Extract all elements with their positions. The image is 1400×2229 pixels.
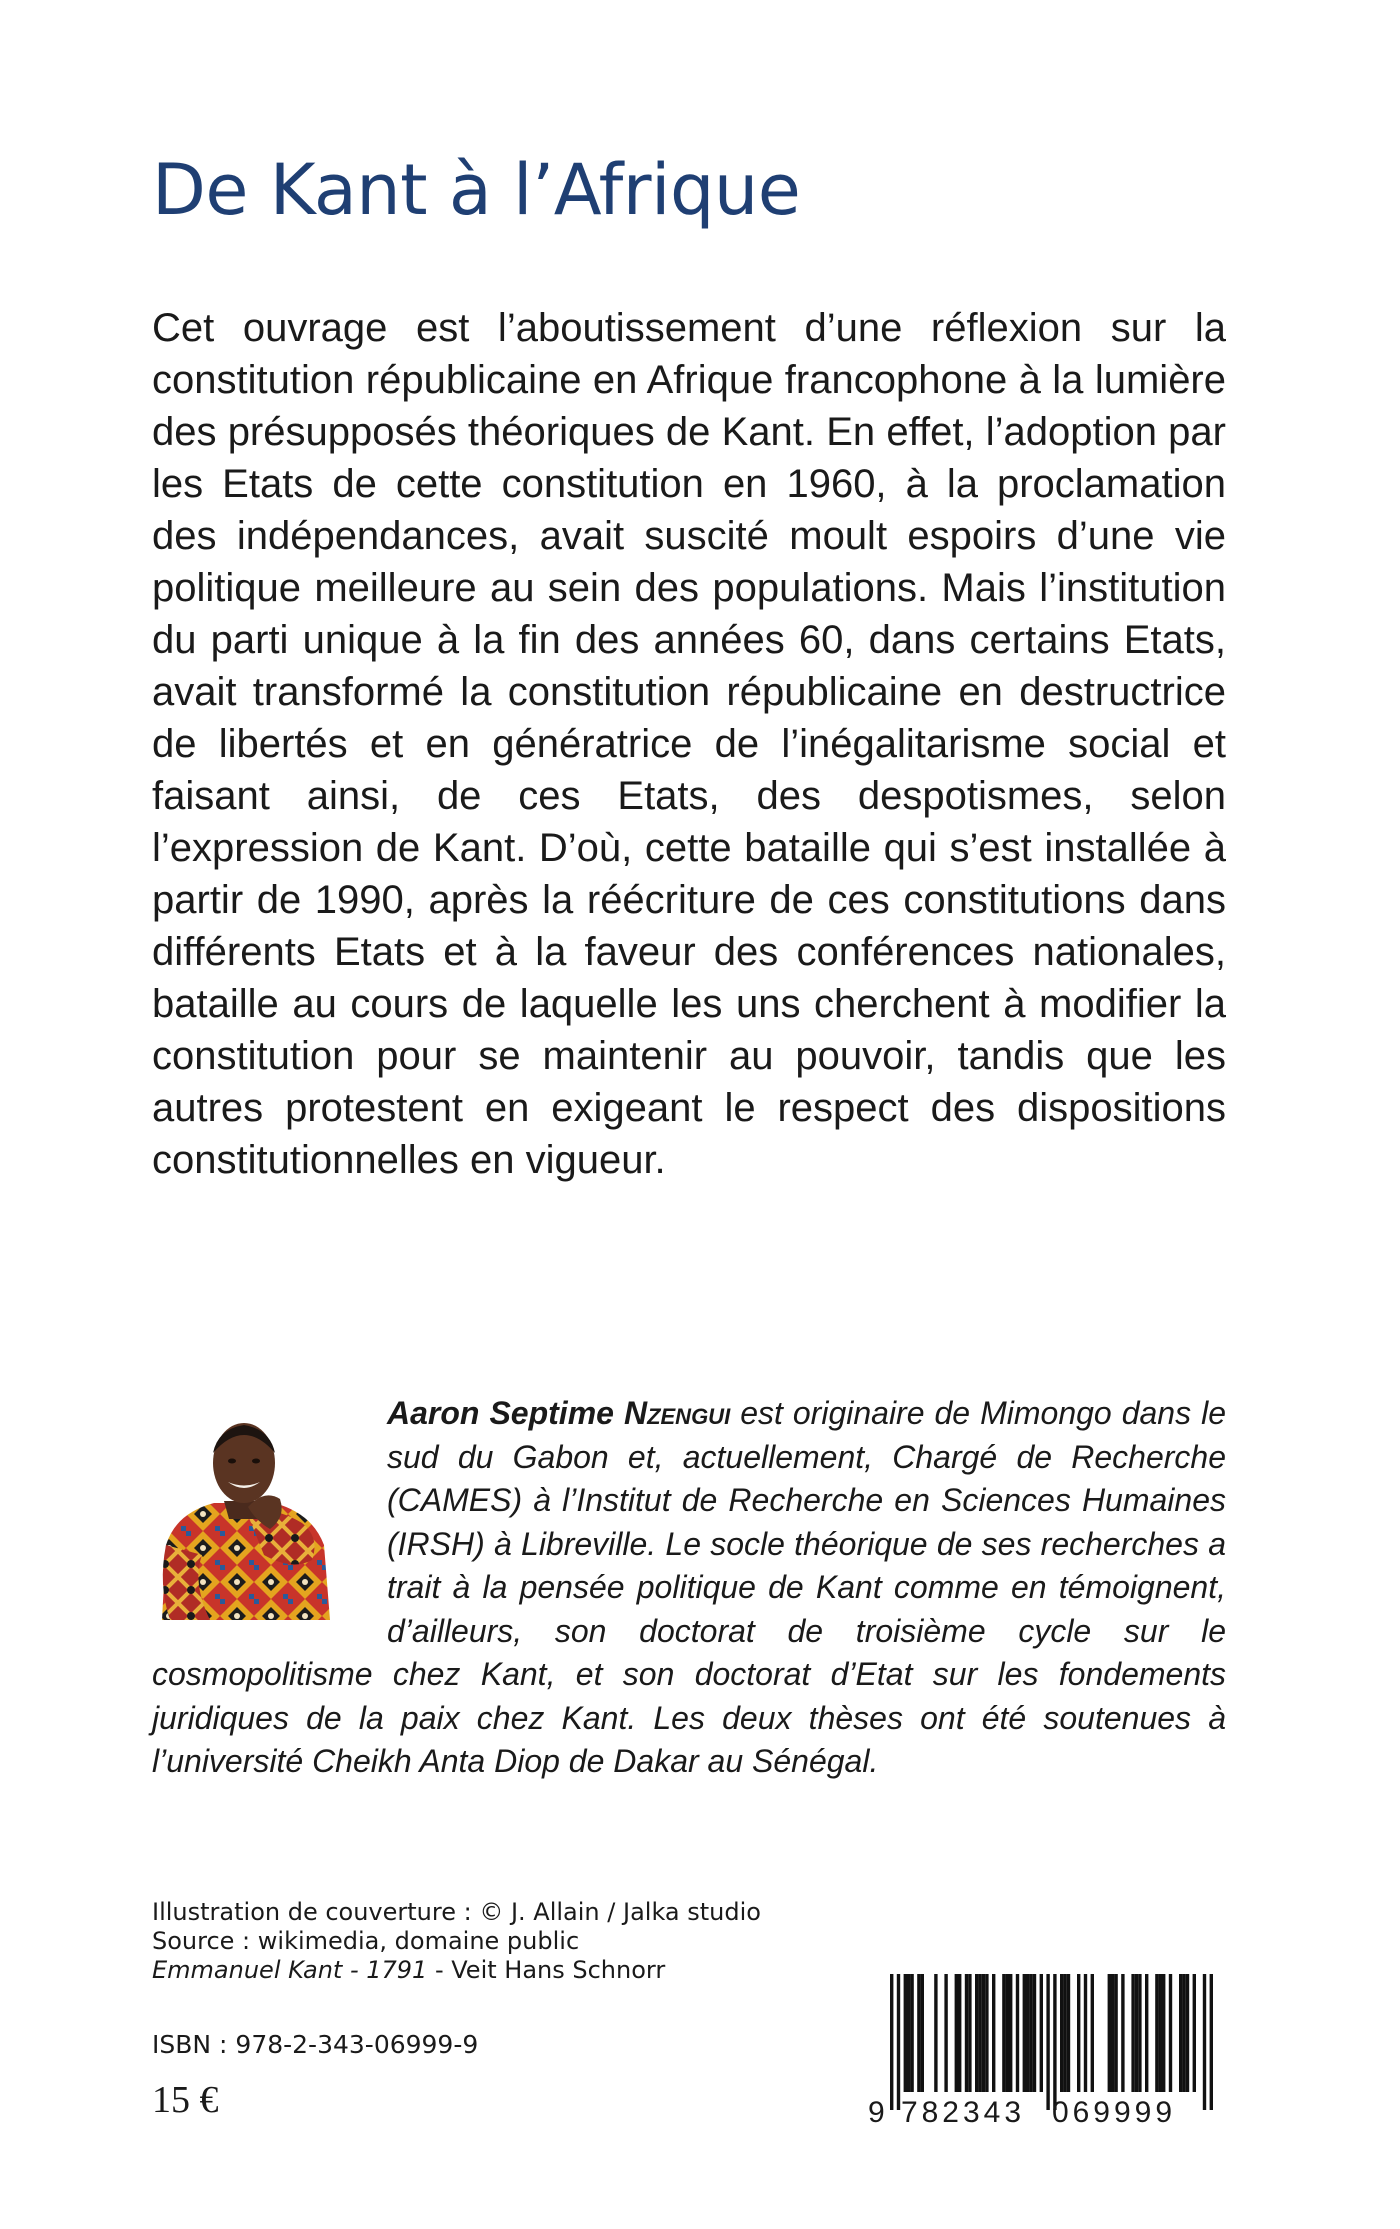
barcode-bar [1046,1974,1049,2110]
barcode-bar [934,1974,937,2092]
barcode-bar [910,1974,913,2092]
barcode-bar [1016,1974,1019,2092]
barcode-bar [1169,1974,1172,2092]
barcode-bar [1162,1974,1165,2092]
barcode-bar [985,1974,988,2092]
barcode-bar [1111,1974,1114,2092]
barcode-bar [965,1974,968,2092]
barcode-bar [1114,1974,1117,2092]
barcode-bar [955,1974,958,2092]
barcode-bar [1009,1974,1012,2092]
barcode-bar [1091,1974,1094,2092]
barcode-bar [1179,1974,1182,2092]
cover-credits [152,1898,761,1985]
author-bio [152,1392,1226,1784]
author-surname: Nzengui [623,1395,731,1431]
barcode-bar [1063,1974,1066,2092]
author-name: Aaron Septime Nzengui [387,1395,731,1431]
barcode-bar [907,1974,910,2092]
barcode-bar [1029,1974,1032,2092]
barcode-bar [982,1974,985,2092]
artwork-title: Emmanuel Kant - 1791 [152,1956,428,1984]
price: 15 € [152,2079,219,2121]
barcode-bar [968,1974,971,2092]
isbn-barcode [866,1970,1226,2130]
artwork-author: - Veit Hans Schnorr [427,1956,666,1984]
barcode-bar [975,1974,978,2092]
barcode-bar [1023,1974,1026,2092]
barcode-bar [1210,1974,1213,2110]
isbn: ISBN : 978-2-343-06999-9 [152,2030,479,2059]
barcode-bar [917,1974,920,2092]
barcode-bar [1033,1974,1036,2092]
barcode-bar [1067,1974,1070,2092]
book-summary: Cet ouvrage est l’aboutissement d’une réflexion sur la constitution républicaine en Afrique francophone à la lumière des présupposés théoriques de Kant. En effet, l’adoption par les Etats de cette constitution en 1960, à la proclamation des indépendances, avait suscité moult espoirs d’une vie politique meilleure au sein des populations. Mais l’institution du parti unique à la fin des années 60, dans certains Etats, avait transformé la constitution républicaine en destructrice de libertés et en génératrice de l’inégalitarisme social et faisant ainsi, de ces Etats, des despotismes, selon l’expression de Kant. D’où, cette bataille qui s’est installée à partir de 1990, après la réécriture de ces constitutions dans différents Etats et à la faveur des conférences nationales, bataille au cours de laquelle les uns cherchent à modifier la constitution pour se maintenir au pouvoir, tandis que les autres protestent en exigeant le respect des dispositions constitutionnelles en vigueur. [152,306,1226,1182]
barcode-bar [1060,1974,1063,2092]
illustration-credit: Illustration de couverture : © J. Allain / Jalka studio [152,1898,761,1926]
barcode-bar [1186,1974,1189,2092]
barcode-digits-left: 782343 [900,2096,1026,2129]
barcode-bar [1108,1974,1111,2092]
barcode-bar [992,1974,995,2092]
barcode-bar [1135,1974,1138,2092]
barcode-bar [1026,1974,1029,2092]
barcode-bar [958,1974,961,2092]
barcode-bar [1193,1974,1196,2092]
barcode-bar [1203,1974,1206,2110]
barcode-bar [1145,1974,1148,2092]
barcode-bar [1182,1974,1185,2092]
barcode-bar [944,1974,947,2092]
image-source: Source : wikimedia, domaine public [152,1927,580,1955]
barcode-bar [1155,1974,1158,2092]
author-bio-text: est originaire de Mimongo dans le sud du Gabon et, actuellement, Chargé de Recherche (CAMES) à l’Institut de Recherche en Sciences Humaines (IRSH) à Libreville. Le socle théorique de ses recherches a trait à la pensée politique de Kant comme en témoignent, d’ailleurs, son doctorat de troisième cycle sur le cosmopolitisme chez Kant, et son doctorat d’Etat sur les fondements juridiques de la paix chez Kant. Les deux thèses ont été soutenues à l’université Cheikh Anta Diop de Dakar au Sénégal. [152,1395,1227,1779]
barcode-bar [978,1974,981,2092]
barcode-bar [1084,1974,1087,2092]
barcode-bar [904,1974,907,2092]
barcode-digits-right: 069999 [1051,2096,1177,2129]
barcode-bar [897,1974,900,2110]
barcode-bar [1159,1974,1162,2092]
barcode-digit-first: 9 [868,2096,885,2129]
barcode-bar [890,1974,893,2110]
barcode-bar [1040,1974,1043,2092]
barcode-bar [1131,1974,1134,2092]
barcode-bar [1077,1974,1080,2092]
barcode-bar [1002,1974,1005,2092]
barcode-bar [921,1974,924,2092]
barcode-bar [1053,1974,1056,2110]
artwork-credit [152,1956,761,1985]
barcode-bar [1006,1974,1009,2092]
book-title: De Kant à l’Afrique [152,149,801,231]
barcode-bars [890,1974,1213,2110]
barcode-bar [1138,1974,1141,2092]
barcode-bar [1121,1974,1124,2092]
